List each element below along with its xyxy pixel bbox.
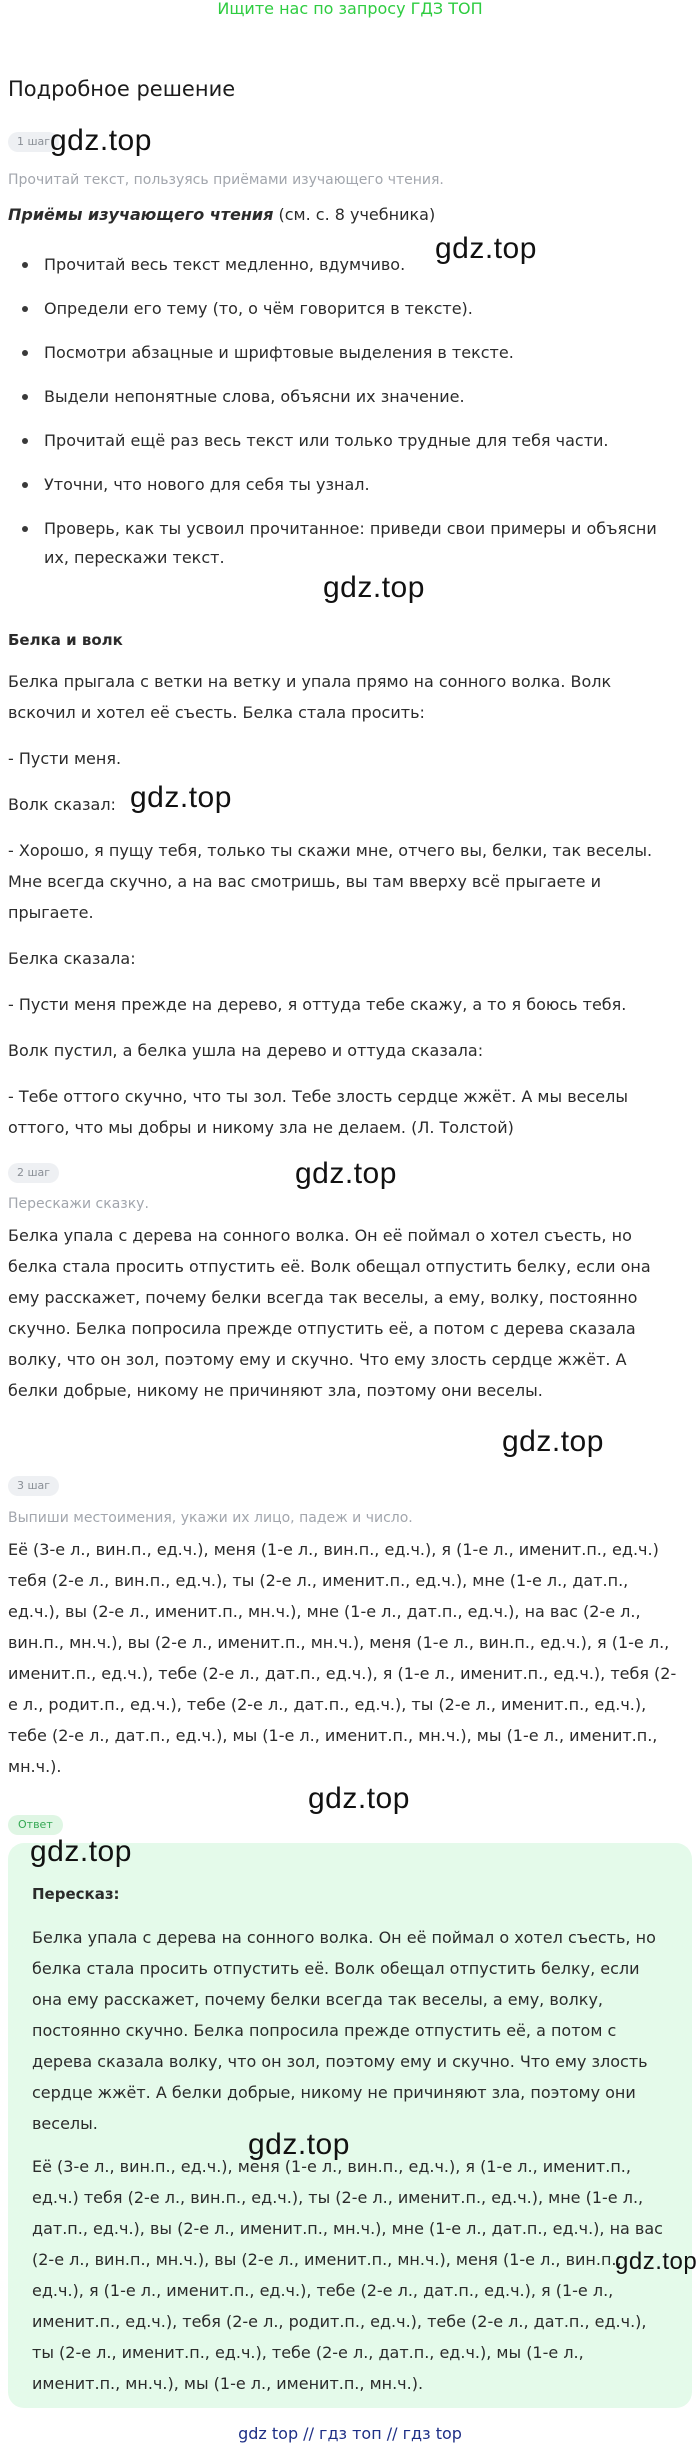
section-title: Подробное решение	[8, 77, 236, 101]
watermark: gdz.top	[435, 232, 537, 265]
story-title: Белка и волк	[8, 631, 123, 649]
search-hint-banner: Ищите нас по запросу ГДЗ ТОП	[217, 0, 483, 18]
paragraph: - Тебе оттого скучно, что ты зол. Тебе злость сердце жжёт. А мы веселы оттого, что мы добры и никому зла не делаем. (Л. Толстой)	[8, 1087, 628, 1137]
paragraph: Волк пустил, а белка ушла на дерево и оттуда сказала:	[8, 1041, 484, 1060]
answer-retell: Белка упала с дерева на сонного волка. Он её поймал о хотел съесть, но белка стала просить отпустить её. Волк обещал отпустить белку, если она ему расскажет, почему белки всегда так веселы, а ему, волку, постоянно скучно. Белка попросила прежде отпустить её, а потом с дерева сказала волку, что он зол, поэтому ему и скучно. Что ему злость сердце жжёт. А белки добрые, никому не причиняют зла, поэтому они веселы.	[32, 1928, 656, 2133]
step-1-heading	[8, 199, 680, 230]
list-item: Уточни, что нового для себя ты узнал.	[8, 470, 676, 499]
footer-links[interactable]: gdz top // гдз топ // гдз top	[238, 2424, 462, 2443]
list-item: Выдели непонятные слова, объясни их значение.	[8, 382, 676, 411]
paragraph: - Хорошо, я пущу тебя, только ты скажи мне, отчего вы, белки, так веселы. Мне всегда скучно, а на вас смотришь, вы там вверху всё прыгаете и прыгаете.	[8, 841, 653, 922]
watermark: gdz.top	[248, 2128, 350, 2161]
step-3-badge: 3 шаг	[8, 1476, 59, 1496]
watermark: gdz.top	[30, 1835, 132, 1868]
step-3-text: Её (3-е л., вин.п., ед.ч.), меня (1-е л., вин.п., ед.ч.), я (1-е л., именит.п., ед.ч.) тебя (2-е л., вин.п., ед.ч.), ты (2-е л., именит.п., ед.ч.), мне (1-е л., дат.п., ед.ч.), вы (2-е л., именит.п., мн.ч.), мне (1-е л., дат.п., ед.ч.), на вас (2-е л., вин.п., мн.ч.), вы (2-е л., именит.п., мн.ч.), меня (1-е л., вин.п., ед.ч.), я (1-е л., именит.п., ед.ч.), тебе (2-е л., дат.п., ед.ч.), я (1-е л., именит.п., ед.ч.), тебя (2-е л., родит.п., ед.ч.), тебе (2-е л., дат.п., ед.ч.), ты (2-е л., именит.п., ед.ч.), тебе (2-е л., дат.п., ед.ч.), мы (1-е л., именит.п., мн.ч.), мы (1-е л., именит.п., мн.ч.).	[8, 1540, 677, 1776]
answer-badge: Ответ	[8, 1815, 63, 1835]
list-item: Прочитай ещё раз весь текст или только трудные для тебя части.	[8, 426, 676, 455]
story-text	[8, 625, 680, 1158]
watermark: gdz.top	[308, 1782, 410, 1815]
step-3-note: Выпиши местоимения, укажи их лицо, падеж и число.	[8, 1510, 413, 1526]
answer-pronouns: Её (3-е л., вин.п., ед.ч.), меня (1-е л., вин.п., ед.ч.), я (1-е л., именит.п., ед.ч.) тебя (2-е л., вин.п., ед.ч.), ты (2-е л., именит.п., ед.ч.), мне (1-е л., дат.п., ед.ч.), вы (2-е л., именит.п., мн.ч.), мне (1-е л., дат.п., ед.ч.), на вас (2-е л., вин.п., мн.ч.), вы (2-е л., именит.п., мн.ч.), меня (1-е л., вин.п., ед.ч.), я (1-е л., именит.п., ед.ч.), тебе (2-е л., дат.п., ед.ч.), я (1-е л., именит.п., ед.ч.), тебя (2-е л., родит.п., ед.ч.), тебе (2-е л., дат.п., ед.ч.), ты (2-е л., именит.п., ед.ч.), тебе (2-е л., дат.п., ед.ч.), мы (1-е л., именит.п., мн.ч.), мы (1-е л., именит.п., мн.ч.).	[32, 2157, 663, 2393]
watermark: gdz.top	[615, 2248, 698, 2275]
step-1-badge: 1 шаг	[8, 132, 59, 152]
heading-bold: Приёмы изучающего чтения	[8, 205, 274, 224]
watermark: gdz.top	[130, 781, 232, 814]
paragraph: Белка прыгала с ветки на ветку и упала прямо на сонного волка. Волк вскочил и хотел её съесть. Белка стала просить:	[8, 672, 612, 722]
step-2-badge: 2 шаг	[8, 1163, 59, 1183]
list-item: Проверь, как ты усвоил прочитанное: приведи свои примеры и объясни их, перескажи текст.	[8, 514, 676, 572]
paragraph: Волк сказал:	[8, 795, 116, 814]
step-1-note: Прочитай текст, пользуясь приёмами изучающего чтения.	[8, 172, 444, 188]
step-2-text: Белка упала с дерева на сонного волка. Он её поймал о хотел съесть, но белка стала просить отпустить её. Волк обещал отпустить белку, если она ему расскажет, почему белки всегда так веселы, а ему, волку, постоянно скучно. Белка попросила прежде отпустить её, а потом с дерева сказала волку, что он зол, поэтому ему и скучно. Что ему злость сердце жжёт. А белки добрые, никому не причиняют зла, поэтому они веселы.	[8, 1226, 651, 1400]
paragraph: - Пусти меня прежде на дерево, я оттуда тебе скажу, а то я боюсь тебя.	[8, 995, 627, 1014]
watermark: gdz.top	[295, 1157, 397, 1190]
step-2-note: Перескажи сказку.	[8, 1196, 149, 1212]
answer-title: Пересказ:	[32, 1885, 120, 1903]
paragraph: - Пусти меня.	[8, 749, 122, 768]
heading-rest: (см. с. 8 учебника)	[273, 205, 436, 224]
watermark: gdz.top	[50, 124, 152, 157]
answer-content	[32, 1879, 672, 2411]
paragraph: Белка сказала:	[8, 949, 136, 968]
watermark: gdz.top	[502, 1425, 604, 1458]
list-item: Определи его тему (то, о чём говорится в тексте).	[8, 294, 676, 323]
reading-methods-list	[8, 250, 676, 587]
answer-box	[8, 1843, 692, 2408]
watermark: gdz.top	[323, 571, 425, 604]
list-item: Прочитай весь текст медленно, вдумчиво.	[8, 250, 676, 279]
list-item: Посмотри абзацные и шрифтовые выделения в тексте.	[8, 338, 676, 367]
